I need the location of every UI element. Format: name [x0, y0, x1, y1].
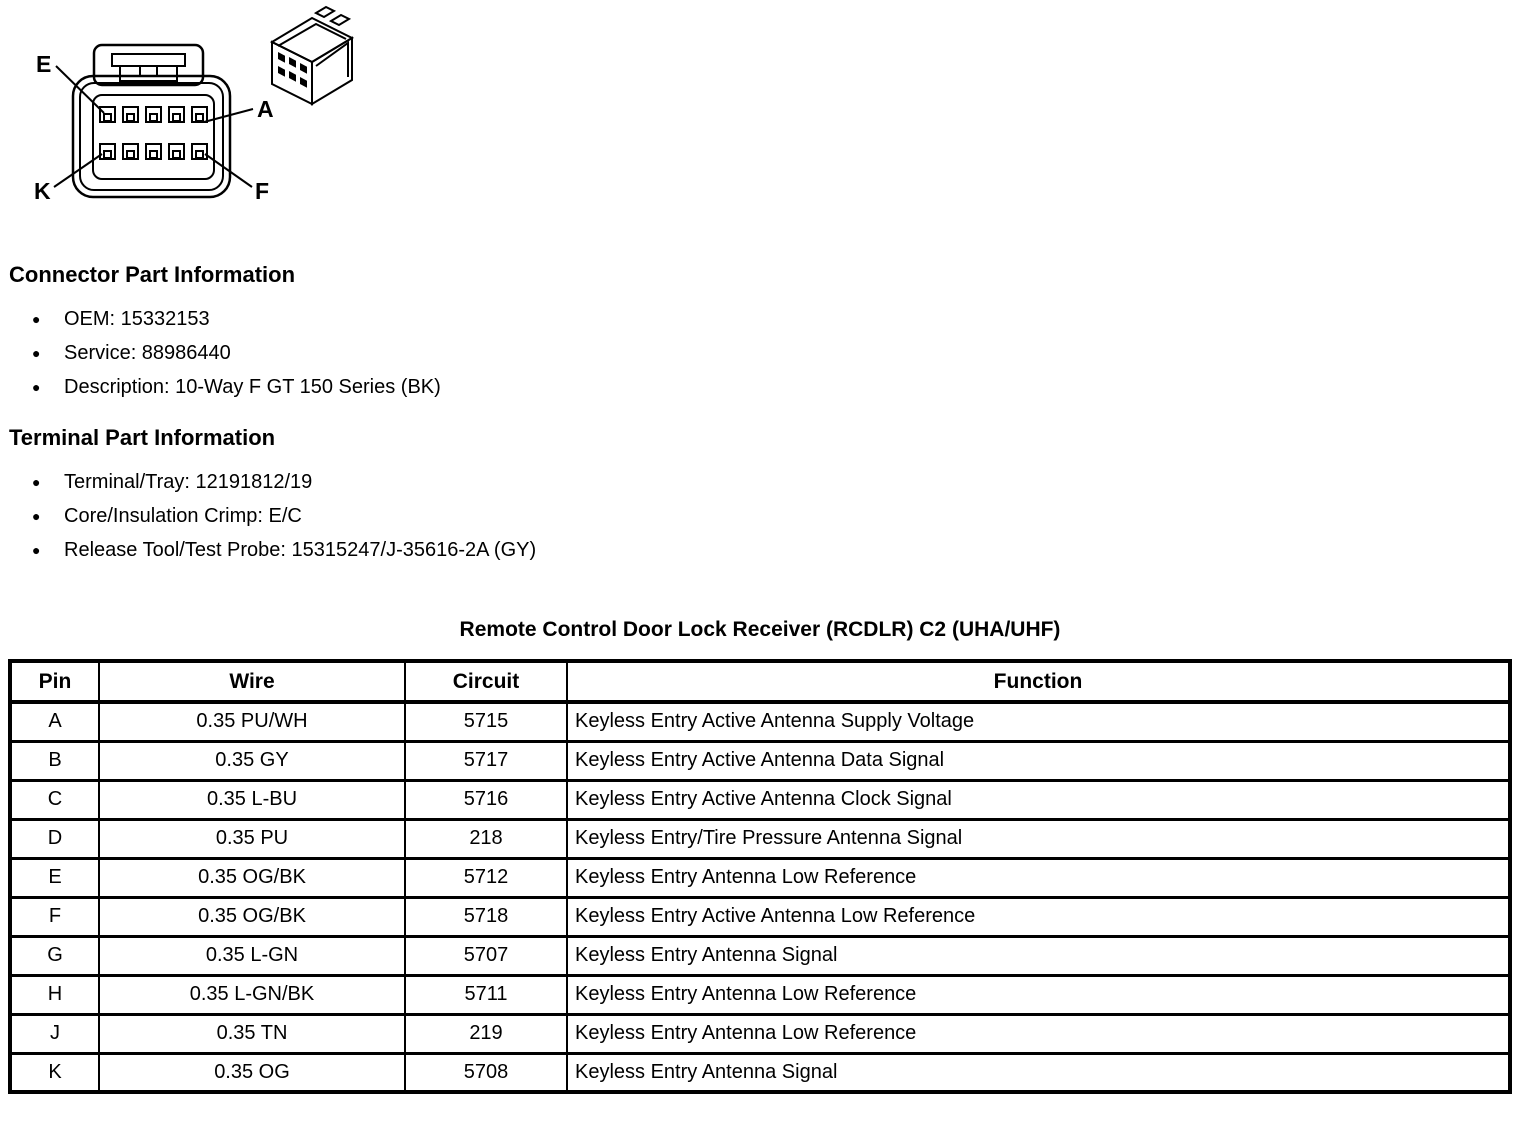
wire-cell: 0.35 L-GN — [99, 936, 405, 975]
circuit-cell: 5711 — [405, 975, 567, 1014]
bullet-icon: ● — [32, 345, 41, 361]
function-cell: Keyless Entry Antenna Low Reference — [567, 975, 1510, 1014]
terminal-part-info-list — [0, 465, 1520, 567]
circuit-cell: 218 — [405, 819, 567, 858]
pin-cell: H — [10, 975, 99, 1014]
bullet-icon: ● — [32, 311, 41, 327]
table-header-row — [10, 661, 1510, 702]
pin-label-k: K — [34, 178, 51, 204]
function-cell: Keyless Entry Active Antenna Data Signal — [567, 741, 1510, 780]
function-cell: Keyless Entry/Tire Pressure Antenna Signal — [567, 819, 1510, 858]
terminal-part-info-heading: Terminal Part Information — [9, 425, 276, 450]
bullet-icon: ● — [32, 542, 41, 558]
bullet-text: Core/Insulation Crimp: E/C — [64, 505, 302, 527]
bullet-text: Release Tool/Test Probe: 15315247/J-35616-2A (GY) — [64, 539, 537, 561]
pin-cell: A — [10, 702, 99, 741]
circuit-cell: 5716 — [405, 780, 567, 819]
connector-part-info-heading: Connector Part Information — [9, 262, 296, 287]
wire-cell: 0.35 L-GN/BK — [99, 975, 405, 1014]
pin-cell: G — [10, 936, 99, 975]
pin-label-e: E — [36, 51, 52, 77]
bullet-item — [0, 302, 1520, 336]
function-cell: Keyless Entry Active Antenna Low Reference — [567, 897, 1510, 936]
circuit-cell: 5707 — [405, 936, 567, 975]
pin-cell: D — [10, 819, 99, 858]
pin-cell: J — [10, 1014, 99, 1053]
table-row — [10, 897, 1510, 936]
wire-cell: 0.35 L-BU — [99, 780, 405, 819]
pin-cell: F — [10, 897, 99, 936]
bullet-item — [0, 499, 1520, 533]
pinout-table — [8, 659, 1512, 1094]
function-cell: Keyless Entry Antenna Low Reference — [567, 1014, 1510, 1053]
circuit-cell: 5708 — [405, 1053, 567, 1092]
bullet-text: Terminal/Tray: 12191812/19 — [64, 471, 313, 493]
bullet-icon: ● — [32, 379, 41, 395]
table-row — [10, 780, 1510, 819]
pin-label-f: F — [255, 178, 270, 204]
connector-front-view — [34, 45, 274, 204]
table-row — [10, 936, 1510, 975]
bullet-item — [0, 370, 1520, 404]
connector-isometric-view — [272, 7, 352, 104]
bullet-text: Description: 10-Way F GT 150 Series (BK) — [64, 376, 441, 398]
table-row — [10, 1014, 1510, 1053]
function-cell: Keyless Entry Antenna Signal — [567, 936, 1510, 975]
pin-column-header: Pin — [10, 661, 99, 702]
circuit-column-header: Circuit — [405, 661, 567, 702]
function-cell: Keyless Entry Active Antenna Supply Voltage — [567, 702, 1510, 741]
wire-cell: 0.35 OG/BK — [99, 897, 405, 936]
bullet-icon: ● — [32, 474, 41, 490]
wire-column-header: Wire — [99, 661, 405, 702]
circuit-cell: 5712 — [405, 858, 567, 897]
bullet-item — [0, 465, 1520, 499]
bullet-icon: ● — [32, 508, 41, 524]
table-row — [10, 1053, 1510, 1092]
pin-cell: B — [10, 741, 99, 780]
table-row — [10, 702, 1510, 741]
table-row — [10, 819, 1510, 858]
wire-cell: 0.35 OG/BK — [99, 858, 405, 897]
wire-cell: 0.35 GY — [99, 741, 405, 780]
function-cell: Keyless Entry Active Antenna Clock Signal — [567, 780, 1510, 819]
pin-cell: C — [10, 780, 99, 819]
pin-label-a: A — [257, 96, 274, 122]
bullet-text: Service: 88986440 — [64, 342, 231, 364]
wire-cell: 0.35 PU — [99, 819, 405, 858]
table-row — [10, 975, 1510, 1014]
pin-cell: E — [10, 858, 99, 897]
function-cell: Keyless Entry Antenna Low Reference — [567, 858, 1510, 897]
table-row — [10, 858, 1510, 897]
function-column-header: Function — [567, 661, 1510, 702]
circuit-cell: 219 — [405, 1014, 567, 1053]
terminal-cavities — [100, 107, 207, 159]
wire-cell: 0.35 TN — [99, 1014, 405, 1053]
circuit-cell: 5715 — [405, 702, 567, 741]
connector-part-info-list — [0, 302, 1520, 404]
bullet-text: OEM: 15332153 — [64, 308, 210, 330]
pinout-table-body — [10, 702, 1510, 1092]
pin-cell: K — [10, 1053, 99, 1092]
function-cell: Keyless Entry Antenna Signal — [567, 1053, 1510, 1092]
circuit-cell: 5717 — [405, 741, 567, 780]
wire-cell: 0.35 OG — [99, 1053, 405, 1092]
bullet-item — [0, 336, 1520, 370]
table-row — [10, 741, 1510, 780]
circuit-cell: 5718 — [405, 897, 567, 936]
wire-cell: 0.35 PU/WH — [99, 702, 405, 741]
table-title: Remote Control Door Lock Receiver (RCDLR) C2 (UHA/UHF) — [459, 618, 1061, 641]
bullet-item — [0, 533, 1520, 567]
connector-diagram — [0, 0, 360, 215]
